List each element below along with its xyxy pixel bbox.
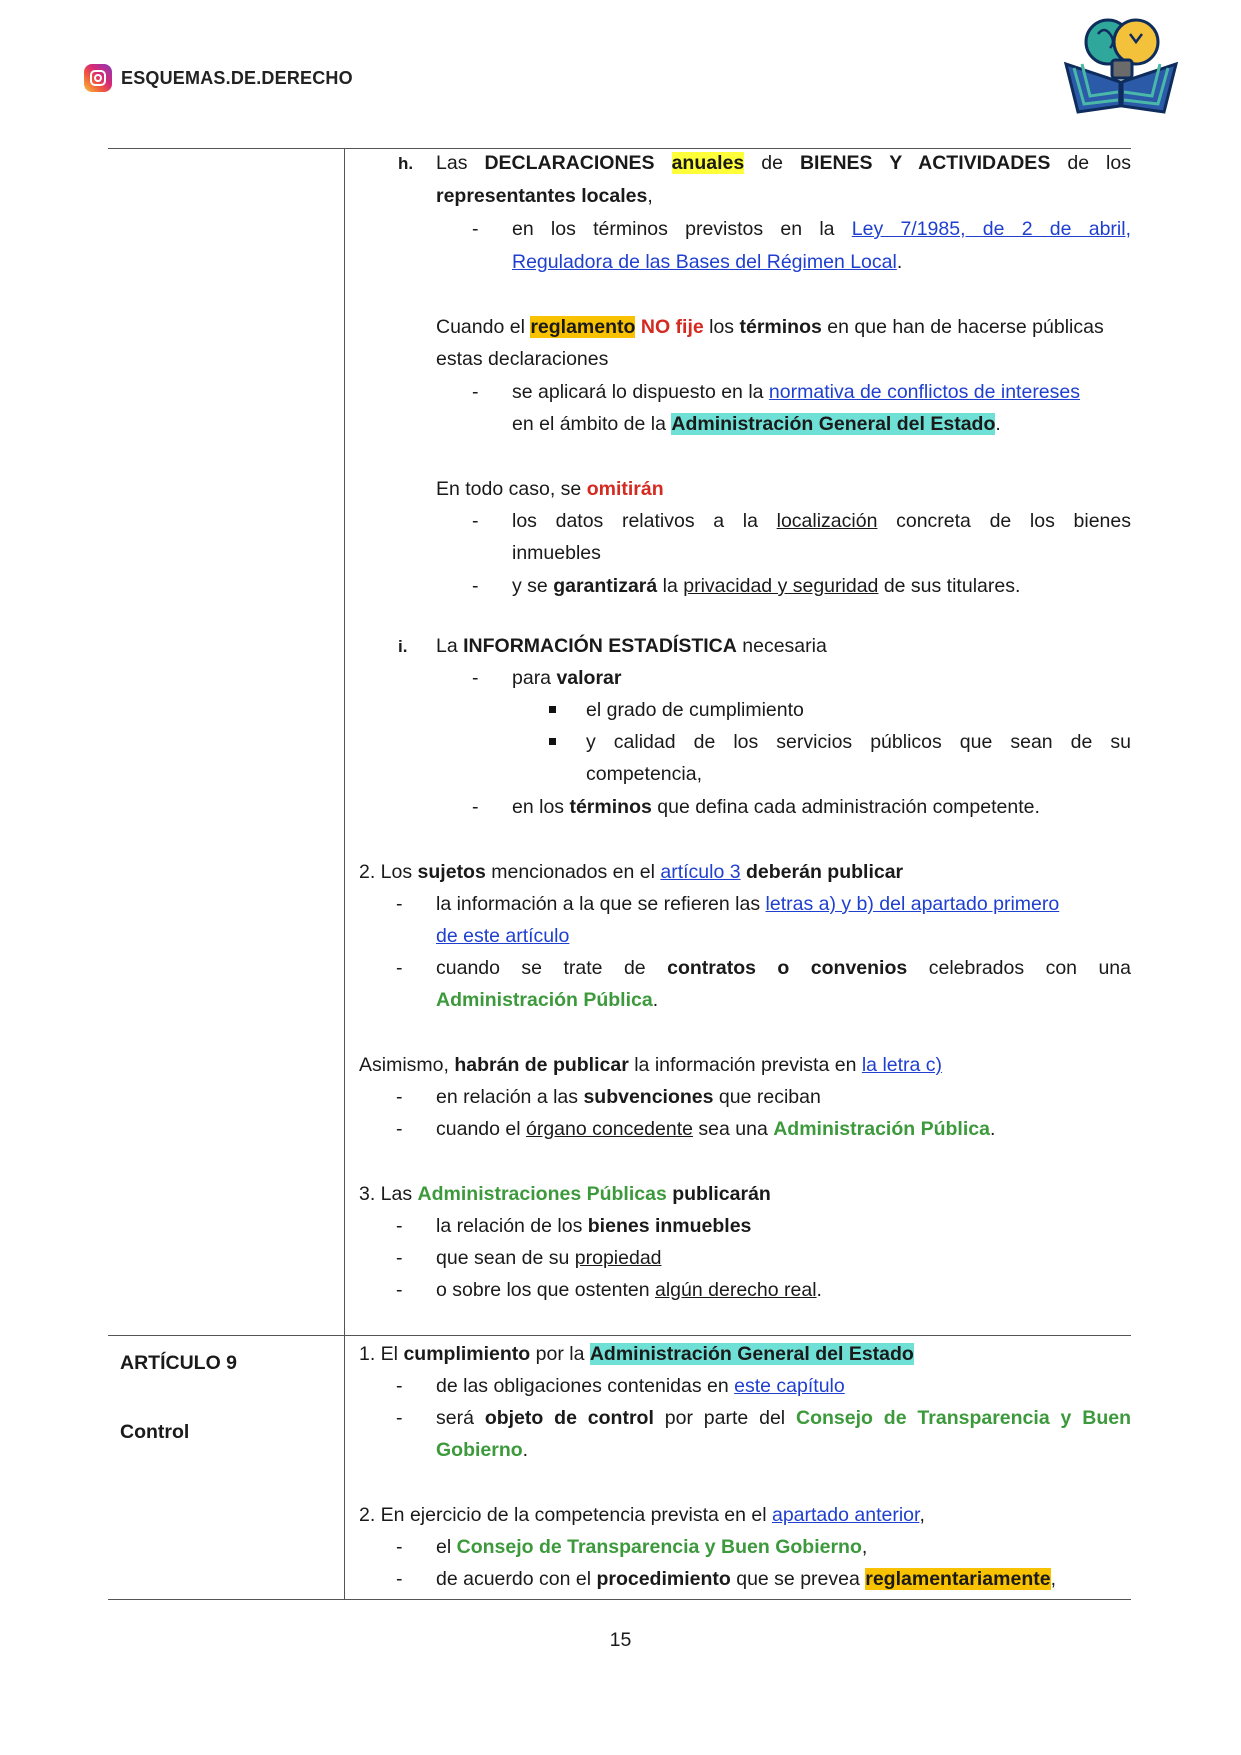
dash-marker: - [472,667,479,689]
text-line: o sobre los que ostenten algún derecho real. [436,1279,822,1301]
dash-marker: - [472,796,479,818]
dash-marker: - [396,1247,403,1269]
dash-marker: - [396,957,403,979]
text-line: En todo caso, se omitirán [436,478,664,500]
instagram-icon[interactable] [84,64,112,92]
text-line: Cuando el reglamento NO fije los términos en que han de hacerse públicas [436,316,1104,338]
row-label-cell [108,1336,344,1599]
text-line: inmuebles [512,542,601,564]
text-line: 2. En ejercicio de la competencia prevista en el apartado anterior, [359,1504,925,1526]
link-normativa-conflictos[interactable]: normativa de conflictos de intereses [768,381,1080,403]
dash-marker: - [472,381,479,403]
text-line: la información a la que se refieren las letras a) y b) del apartado primero [436,893,1060,915]
text-line: Reguladora de las Bases del Régimen Local. [512,251,903,273]
text-line: 3. Las Administraciones Públicas publicarán [359,1183,771,1205]
text-line: y se garantizará la privacidad y seguridad de sus titulares. [512,575,1021,597]
link-letra-c[interactable]: la letra c) [861,1054,943,1076]
text-line: en relación a las subvenciones que reciban [436,1086,821,1108]
bullet-square [549,738,556,745]
dash-marker: - [396,1279,403,1301]
row-label-cell [108,149,344,1336]
dash-marker: - [396,1536,403,1558]
link-letras-a-b-cont[interactable]: de este artículo [436,925,570,947]
brand-name[interactable]: ESQUEMAS.DE.DERECHO [121,67,353,88]
article-subtitle: Control [120,1421,190,1443]
text-line: cuando se trate de contratos o convenios celebrados con una [436,957,1132,979]
dash-marker: - [472,510,479,532]
text-line: Administración Pública. [436,989,659,1011]
text-line: los datos relativos a la localización concreta de los bienes [512,510,1131,532]
text-line: La INFORMACIÓN ESTADÍSTICA necesaria [436,635,827,657]
text-line: se aplicará lo dispuesto en la normativa de conflictos de intereses [512,381,1080,403]
dash-marker: - [396,1407,403,1429]
link-ley-7-1985-cont[interactable]: Reguladora de las Bases del Régimen Local [512,251,897,273]
header [84,64,353,92]
text-line: para valorar [512,667,622,689]
text-line: competencia, [586,763,702,785]
article-label: ARTÍCULO 9 [120,1352,237,1374]
text-line: en el ámbito de la Administración General del Estado. [512,413,1001,435]
dash-marker: - [396,893,403,915]
text-line: Las DECLARACIONES anuales de BIENES Y ACTIVIDADES de los [436,152,1131,174]
text-line: de acuerdo con el procedimiento que se prevea reglamentariamente, [436,1568,1056,1590]
dash-marker: - [472,218,479,240]
text-line: 1. El cumplimiento por la Administración General del Estado [359,1343,914,1365]
text-line: cuando el órgano concedente sea una Administración Pública. [436,1118,996,1140]
text-line: la relación de los bienes inmuebles [436,1215,752,1237]
text-line: 2. Los sujetos mencionados en el artículo 3 deberán publicar [359,861,904,883]
link-apartado-anterior[interactable]: apartado anterior [771,1504,920,1526]
dash-marker: - [396,1375,403,1397]
dash-marker: - [396,1086,403,1108]
dash-marker: - [396,1215,403,1237]
page-number: 15 [609,1629,632,1651]
text-line: en los términos previstos en la Ley 7/1985, de 2 de abril, [512,218,1131,240]
text-line: representantes locales, [436,185,653,207]
dash-marker: - [396,1118,403,1140]
text-line: que sean de su propiedad [436,1247,662,1269]
list-marker-h: h. [398,154,414,173]
text-line: será objeto de control por parte del Consejo de Transparencia y Buen [436,1407,1131,1429]
brain-lightbulb-book-logo [1058,12,1184,118]
list-marker-i: i. [398,637,408,656]
link-articulo-3[interactable]: artículo 3 [660,861,741,883]
text-line: Gobierno. [436,1439,529,1461]
text-line: de las obligaciones contenidas en este capítulo [436,1375,845,1397]
link-este-capitulo[interactable]: este capítulo [734,1375,845,1397]
text-line: el Consejo de Transparencia y Buen Gobierno, [436,1536,868,1558]
link-letras-a-b[interactable]: letras a) y b) del apartado primero [765,893,1060,915]
text-line: en los términos que defina cada administración competente. [512,796,1040,818]
dash-marker: - [396,1568,403,1590]
bullet-square [549,706,556,713]
text-line: y calidad de los servicios públicos que sean de su [586,731,1131,753]
text-line: estas declaraciones [436,348,609,370]
text-line: el grado de cumplimiento [586,699,804,721]
link-ley-7-1985[interactable]: Ley 7/1985, de 2 de abril, [851,218,1131,240]
dash-marker: - [472,575,479,597]
text-line: Asimismo, habrán de publicar la información prevista en la letra c) [359,1054,943,1076]
text-line [436,924,569,948]
